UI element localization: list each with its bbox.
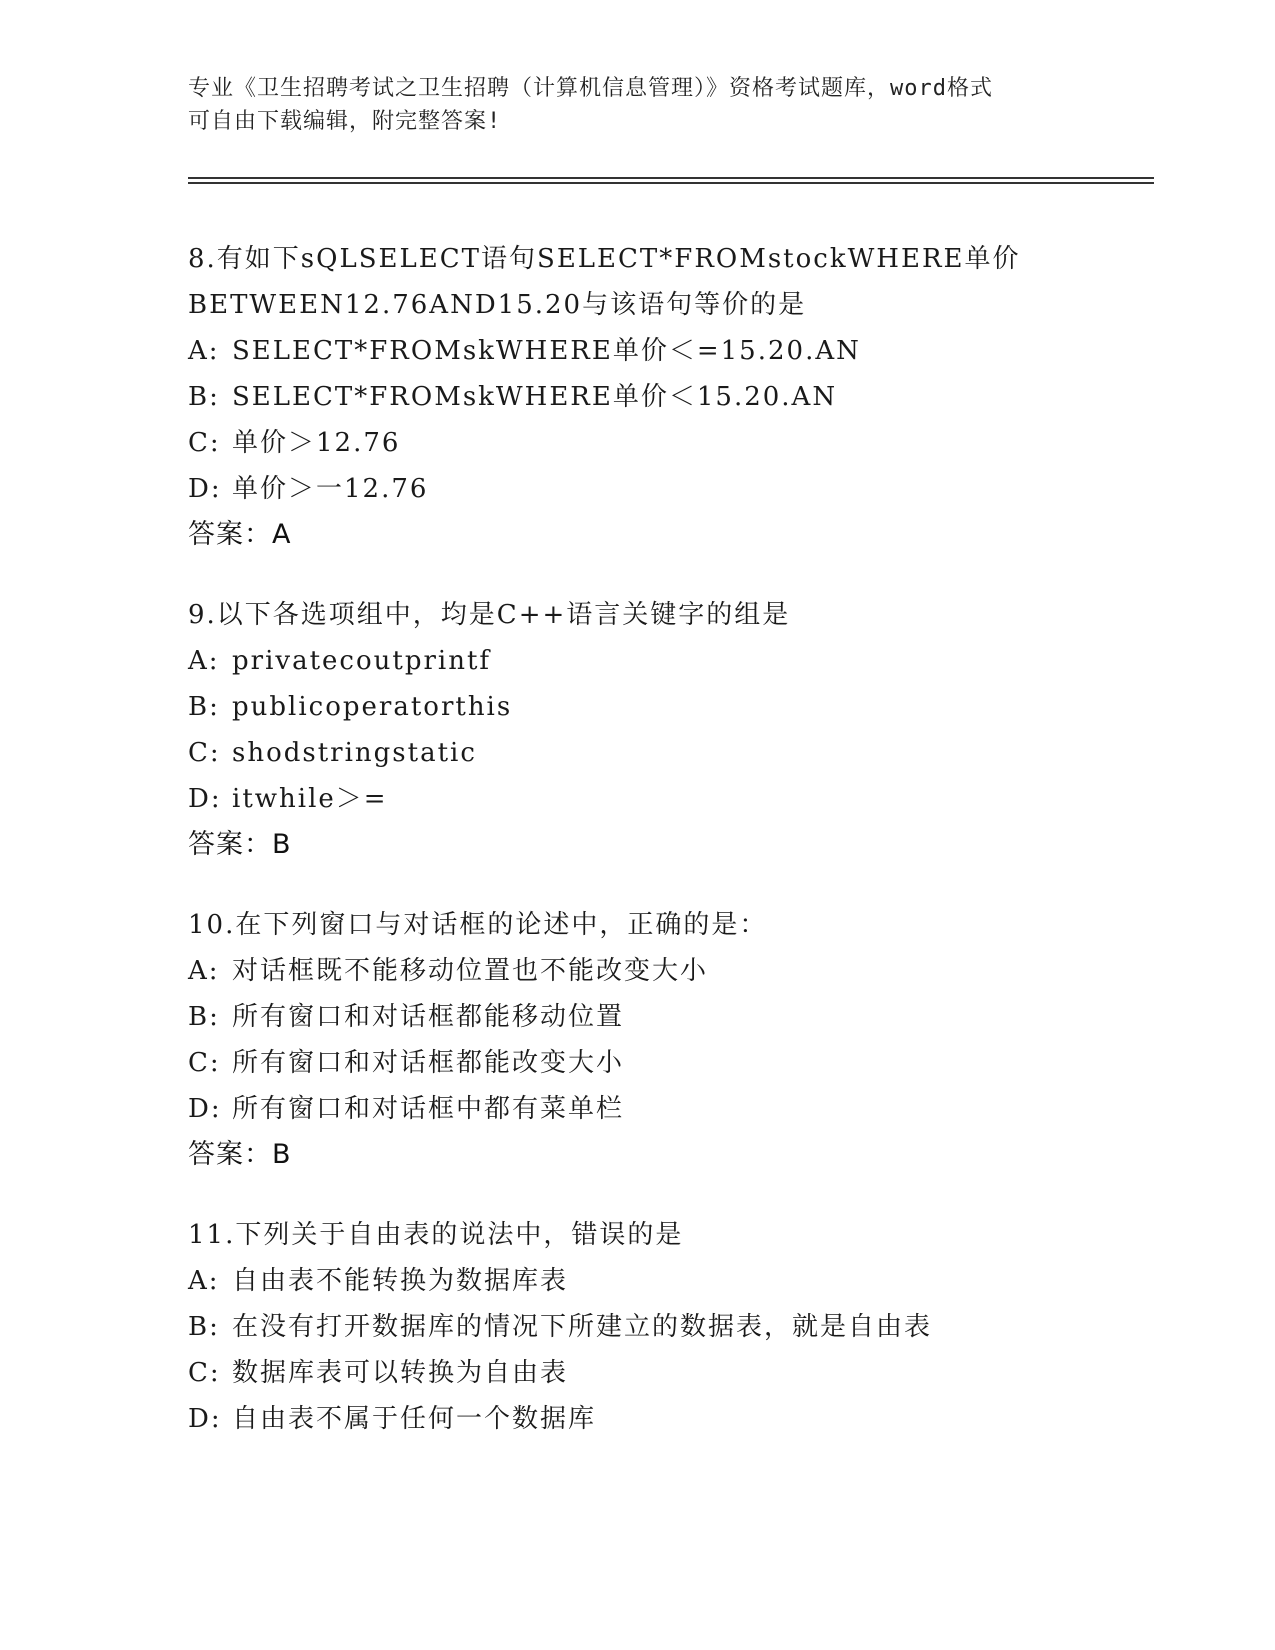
option-text: 单价＞一12.76 <box>232 474 429 504</box>
option-c <box>188 1350 1148 1396</box>
option-b <box>188 374 1148 420</box>
question-stem: 10.在下列窗口与对话框的论述中，正确的是： <box>188 910 768 940</box>
question-stem: 8.有如下sQLSELECT语句SELECT*FROMstockWHERE单价 <box>188 244 1021 274</box>
option-text: 所有窗口和对话框中都有菜单栏 <box>232 1094 625 1124</box>
option-c <box>188 1040 1148 1086</box>
option-letter: D: <box>188 784 222 814</box>
option-letter: B: <box>188 1312 220 1342</box>
question-stem: 9.以下各选项组中，均是C++语言关键字的组是 <box>188 600 791 630</box>
option-letter: C: <box>188 1358 221 1388</box>
header-line-1: 专业《卫生招聘考试之卫生招聘（计算机信息管理）》资格考试题库，word格式 <box>188 76 993 101</box>
option-text: 数据库表可以转换为自由表 <box>232 1358 569 1388</box>
question-8 <box>188 236 1148 558</box>
option-letter: B: <box>188 382 220 412</box>
option-a <box>188 1258 1148 1304</box>
question-11 <box>188 1212 1148 1442</box>
option-a <box>188 328 1148 374</box>
question-list <box>188 236 1148 1476</box>
question-9 <box>188 592 1148 868</box>
question-10 <box>188 902 1148 1178</box>
question-stem: 11.下列关于自由表的说法中，错误的是 <box>188 1220 684 1250</box>
option-b <box>188 684 1148 730</box>
option-text: 所有窗口和对话框都能改变大小 <box>232 1048 625 1078</box>
option-d <box>188 466 1148 512</box>
option-c <box>188 730 1148 776</box>
option-d <box>188 776 1148 822</box>
option-text: 对话框既不能移动位置也不能改变大小 <box>232 956 709 986</box>
question-stem-continued: BETWEEN12.76AND15.20与该语句等价的是 <box>188 290 807 320</box>
option-a <box>188 638 1148 684</box>
option-text: 自由表不能转换为数据库表 <box>232 1266 569 1296</box>
option-text: itwhile＞= <box>232 784 388 814</box>
option-letter: D: <box>188 1094 222 1124</box>
option-letter: B: <box>188 1002 220 1032</box>
option-letter: C: <box>188 428 221 458</box>
option-letter: A: <box>188 646 220 676</box>
option-text: 所有窗口和对话框都能移动位置 <box>232 1002 625 1032</box>
header-divider-top <box>188 177 1154 179</box>
option-letter: B: <box>188 692 220 722</box>
document-header <box>188 72 1088 138</box>
option-d <box>188 1086 1148 1132</box>
option-letter: D: <box>188 474 222 504</box>
option-text: 单价＞12.76 <box>232 428 401 458</box>
option-text: shodstringstatic <box>232 738 477 768</box>
option-letter: C: <box>188 738 221 768</box>
option-letter: C: <box>188 1048 221 1078</box>
header-divider-bottom <box>188 182 1154 184</box>
option-text: SELECT*FROMskWHERE单价＜15.20.AN <box>232 382 838 412</box>
option-text: 在没有打开数据库的情况下所建立的数据表，就是自由表 <box>232 1312 933 1342</box>
option-b <box>188 1304 1148 1350</box>
option-text: 自由表不属于任何一个数据库 <box>232 1404 597 1434</box>
option-letter: A: <box>188 1266 220 1296</box>
option-letter: D: <box>188 1404 222 1434</box>
answer-line: 答案：B <box>188 1139 292 1170</box>
option-d <box>188 1396 1148 1442</box>
option-text: privatecoutprintf <box>232 646 492 676</box>
option-a <box>188 948 1148 994</box>
option-text: SELECT*FROMskWHERE单价＜=15.20.AN <box>232 336 861 366</box>
option-text: publicoperatorthis <box>232 692 513 722</box>
option-b <box>188 994 1148 1040</box>
header-line-2: 可自由下载编辑，附完整答案! <box>188 109 502 134</box>
answer-line: 答案：B <box>188 829 292 860</box>
option-letter: A: <box>188 336 220 366</box>
option-letter: A: <box>188 956 220 986</box>
option-c <box>188 420 1148 466</box>
answer-line: 答案：A <box>188 519 292 550</box>
